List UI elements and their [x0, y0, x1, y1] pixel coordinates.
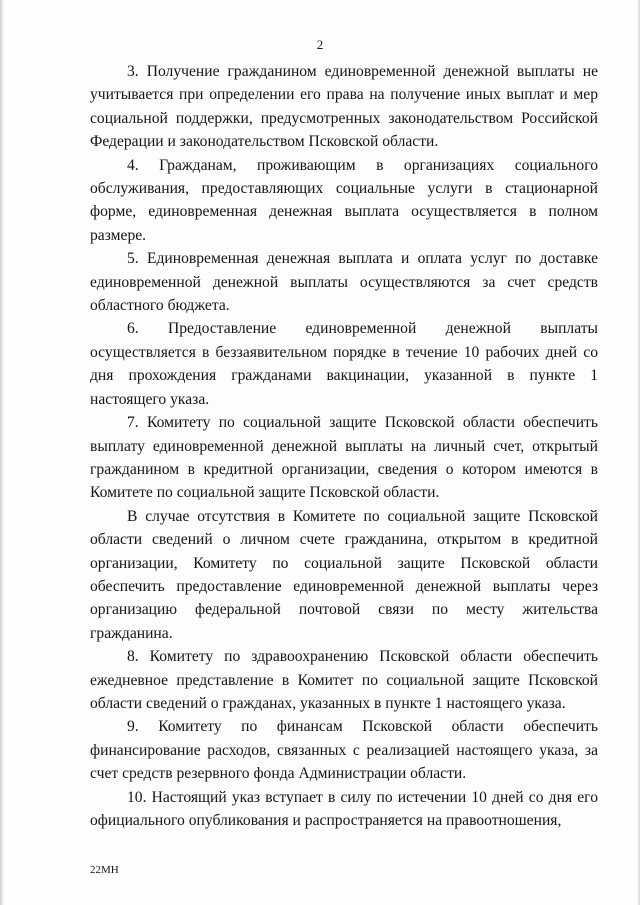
document-body [90, 60, 598, 832]
paragraph-item-9: 9. Комитету по финансам Псковской области обеспечить финансирование расходов, связанных с реализацией настоящего указа, за счет средств резервного фонда Администрации области. [90, 718, 598, 783]
page-left-edge [0, 0, 4, 905]
paragraph-item-7: 7. Комитету по социальной защите Псковской области обеспечить выплату единовременной денежной выплаты на личный счет, открытый гражданином в кредитной организации, сведения о котором имеются в Комитете по социальной защите Псковской области. [90, 414, 598, 502]
paragraph-item-6: 6. Предоставление единовременной денежной выплаты осуществляется в беззаявительном порядке в течение 10 рабочих дней со дня прохождения гражданами вакцинации, указанной в пункте 1 настоящего указа. [90, 320, 598, 408]
paragraph-item-4: 4. Гражданам, проживающим в организациях социального обслуживания, предоставляющих социальные услуги в стационарной форме, единовременная денежная выплата осуществляется в полном размере. [90, 156, 598, 244]
paragraph-item-7-continuation: В случае отсутствия в Комитете по социальной защите Псковской области сведений о личном счете гражданина, открытом в кредитной организации, Комитету по социальной защите Псковской области обеспечить предоставление единовременной денежной выплаты через организацию федеральной почтовой связи по месту жительства гражданина. [90, 507, 598, 642]
paragraph-item-3: 3. Получение гражданином единовременной денежной выплаты не учитывается при определении его права на получение иных выплат и мер социальной поддержки, предусмотренных законодательством Российской Федерации и законодательством Псковской области. [90, 63, 598, 151]
paragraph-item-5: 5. Единовременная денежная выплата и оплата услуг по доставке единовременной денежной выплаты осуществляются за счет средств областного бюджета. [90, 250, 598, 315]
paragraph-item-10: 10. Настоящий указ вступает в силу по истечении 10 дней со дня его официального опубликования и распространяется на правоотношения, [90, 788, 598, 829]
paragraph-item-8: 8. Комитету по здравоохранению Псковской области обеспечить ежедневное представление в Комитет по социальной защите Псковской области сведений о гражданах, указанных в пункте 1 настоящего указа. [90, 648, 598, 712]
page-number: 2 [316, 37, 324, 52]
footer-code: 22МН [90, 864, 119, 876]
